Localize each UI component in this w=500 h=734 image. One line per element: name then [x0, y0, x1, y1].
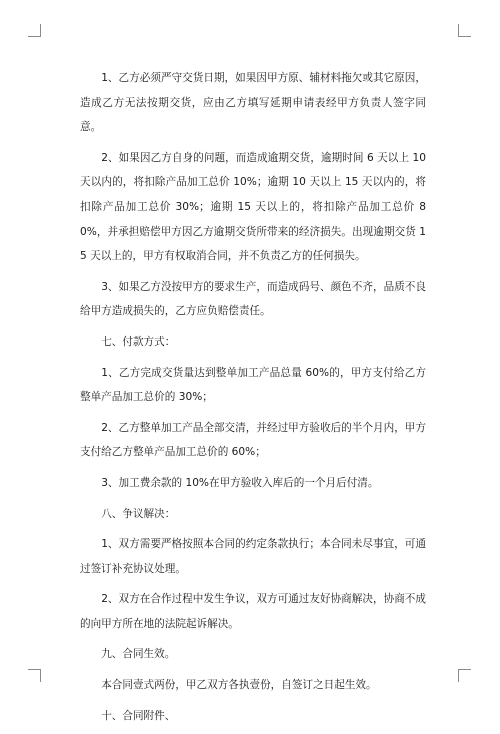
page-corner-mark-top-left — [28, 24, 41, 37]
paragraph-delivery-deadline: 1、乙方必须严守交货日期，如果因甲方原、辅材料拖欠或其它原因，造成乙方无法按期交货，应由乙方填写延期申请表经甲方负责人签字同意。 — [80, 72, 426, 134]
paragraph-payment-second: 2、乙方整单加工产品全部交清，并经过甲方验收后的半个月内，甲方支付给乙方整单产品加工总价的 60%； — [80, 421, 426, 459]
paragraph-payment-balance: 3、加工费余款的 10%在甲方验收入库后的一个月后付清。 — [101, 476, 379, 489]
paragraph-late-delivery-penalty: 2、如果因乙方自身的问题，而造成逾期交货，逾期时间 6 天以上 10 天以内的，将扣除产品加工总价 10%；逾期 10 天以上 15 天以内的，将扣除产品加工总价 30%；逾期 15 天以上的，将扣除产品加工总价 80%，并承担赔偿甲方因乙方逾期交货所带来的经济损失。出现逾期交货 15 天以上的，甲方有权取消合同，并不负责乙方的任何损失。 — [80, 151, 426, 263]
page-corner-mark-bottom-right — [458, 669, 471, 682]
page-corner-mark-top-right — [458, 24, 471, 37]
paragraph-dispute-resolution: 2、双方在合作过程中发生争议，双方可通过友好协商解决，协商不成的向甲方所在地的法院起诉解决。 — [80, 593, 426, 630]
paragraph-payment-first: 1、乙方完成交货量达到整单加工产品总量 60%的，甲方支付给乙方整单产品加工总价的 30%； — [80, 366, 426, 404]
section-heading-payment: 七、付款方式： — [101, 335, 176, 348]
section-heading-dispute: 八、争议解决： — [101, 507, 176, 520]
paragraph-copies-effect: 本合同壹式两份，甲乙双方各执壹份，自签订之日起生效。 — [101, 679, 377, 692]
section-heading-attachments: 十、合同附件、 — [101, 709, 176, 722]
page-corner-mark-bottom-left — [28, 669, 41, 682]
paragraph-dispute-terms: 1、双方需要严格按照本合同的约定条款执行；本合同未尽事宜，可通过签订补充协议处理。 — [80, 538, 426, 575]
document-body — [80, 66, 426, 734]
section-heading-effect: 九、合同生效。 — [101, 648, 176, 661]
paragraph-quality-liability: 3、如果乙方没按甲方的要求生产，而造成码号、颜色不齐，品质不良给甲方造成损失的，乙方应负赔偿责任。 — [80, 280, 426, 318]
